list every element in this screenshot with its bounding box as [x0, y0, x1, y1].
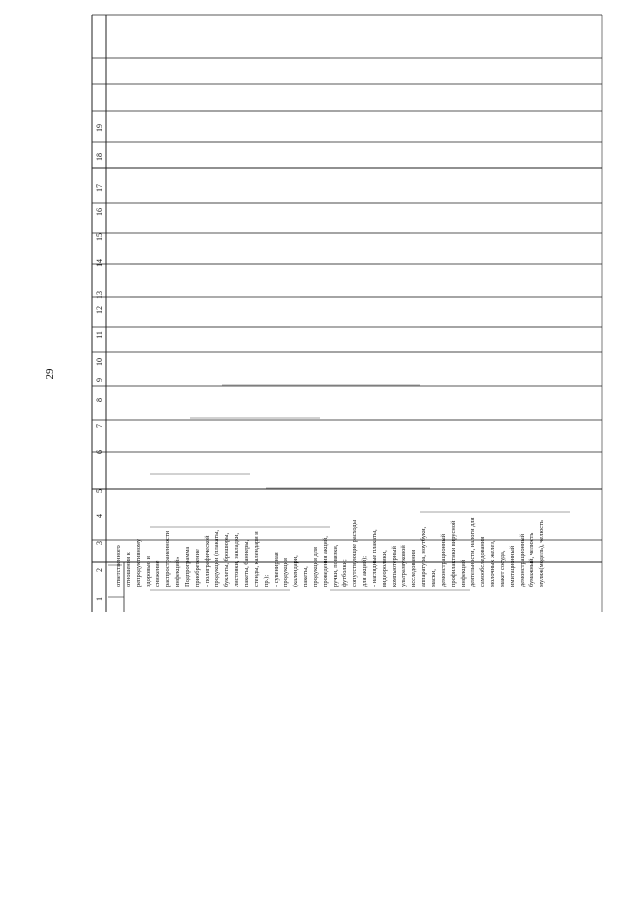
description-line: деятельности, налоги для: [469, 517, 477, 587]
description-line: приобретение: [193, 549, 201, 587]
rotated-table-content: [92, 15, 602, 612]
description-cell: [114, 517, 547, 587]
description-line: репродуктивному: [134, 538, 142, 587]
description-line: инфекций: [459, 559, 467, 587]
column-number-1: 1: [95, 597, 104, 601]
description-line: - полиграфической: [203, 535, 211, 587]
description-line: ручки, повязки,: [331, 544, 339, 587]
description-line: - наглядные плакаты,: [370, 529, 378, 587]
description-line: инфекций»: [174, 556, 182, 587]
description-line: снижение: [154, 560, 162, 587]
description-line: исследования: [410, 549, 418, 587]
description-line: продукция для: [311, 547, 319, 587]
column-number-4: 4: [95, 514, 104, 518]
column-number-8: 8: [95, 398, 104, 402]
description-line: распространенности: [164, 530, 172, 587]
description-line: пр.);: [262, 574, 270, 587]
description-line: самообследования: [479, 536, 487, 587]
description-line: для акций);: [361, 555, 369, 587]
column-number-3: 3: [95, 541, 104, 545]
description-line: Подпрограмма: [183, 546, 191, 587]
column-number-6: 6: [95, 450, 104, 454]
description-line: сопутствующие расходы: [351, 520, 359, 587]
description-line: здоровью и: [144, 556, 152, 587]
column-number-9: 9: [95, 378, 104, 382]
description-line: макет сосуда,: [498, 550, 506, 587]
description-line: продукция: [282, 558, 290, 587]
description-line: аппаратура, ноутбуки,: [420, 526, 428, 587]
description-line: буклеты, брошюры,: [223, 532, 231, 587]
column-number-12: 12: [95, 306, 104, 314]
description-line: продукции (плакаты,: [213, 530, 221, 587]
description-line: (календари,: [292, 555, 300, 587]
column-number-5: 5: [95, 489, 104, 493]
description-line: молочных желез,: [489, 540, 497, 587]
description-line: демонстрационный: [439, 533, 447, 587]
description-line: листовки, закладки,: [233, 533, 241, 587]
description-line: пакеты, баннеры,: [242, 539, 250, 587]
column-number-11: 11: [95, 331, 104, 339]
column-number-18: 18: [95, 153, 104, 161]
column-number-16: 16: [95, 208, 104, 216]
column-number-7: 7: [95, 424, 104, 428]
description-line: - сувенирная: [272, 552, 280, 587]
description-line: имитационный: [508, 545, 516, 587]
description-line: пакеты,: [302, 566, 310, 587]
description-line: стенды, календари и: [252, 531, 260, 587]
description-line: ответственного: [115, 545, 122, 587]
column-number-14: 14: [95, 259, 104, 267]
description-line: бумажный, челюсть: [528, 532, 536, 587]
column-number-10: 10: [95, 358, 104, 366]
column-number-2: 2: [95, 568, 104, 572]
description-line: компьютерный: [390, 546, 398, 587]
description-line: маски,: [430, 569, 437, 587]
description-line: футболки;: [341, 559, 349, 587]
description-line: муляж(модель), челюсть: [538, 520, 546, 587]
description-line: демонстрационный: [518, 533, 526, 587]
description-line: ультразвуковой: [400, 545, 408, 587]
description-line: видеоролики,: [380, 550, 388, 587]
description-line: отношения к: [124, 552, 132, 587]
page-number: 29: [44, 368, 56, 380]
description-line: проведения акций,: [321, 536, 329, 587]
column-number-13: 13: [95, 291, 104, 299]
column-number-17: 17: [95, 184, 104, 192]
column-number-19: 19: [95, 124, 104, 132]
description-line: профилактики вирусной: [449, 520, 457, 587]
column-number-15: 15: [95, 233, 104, 241]
